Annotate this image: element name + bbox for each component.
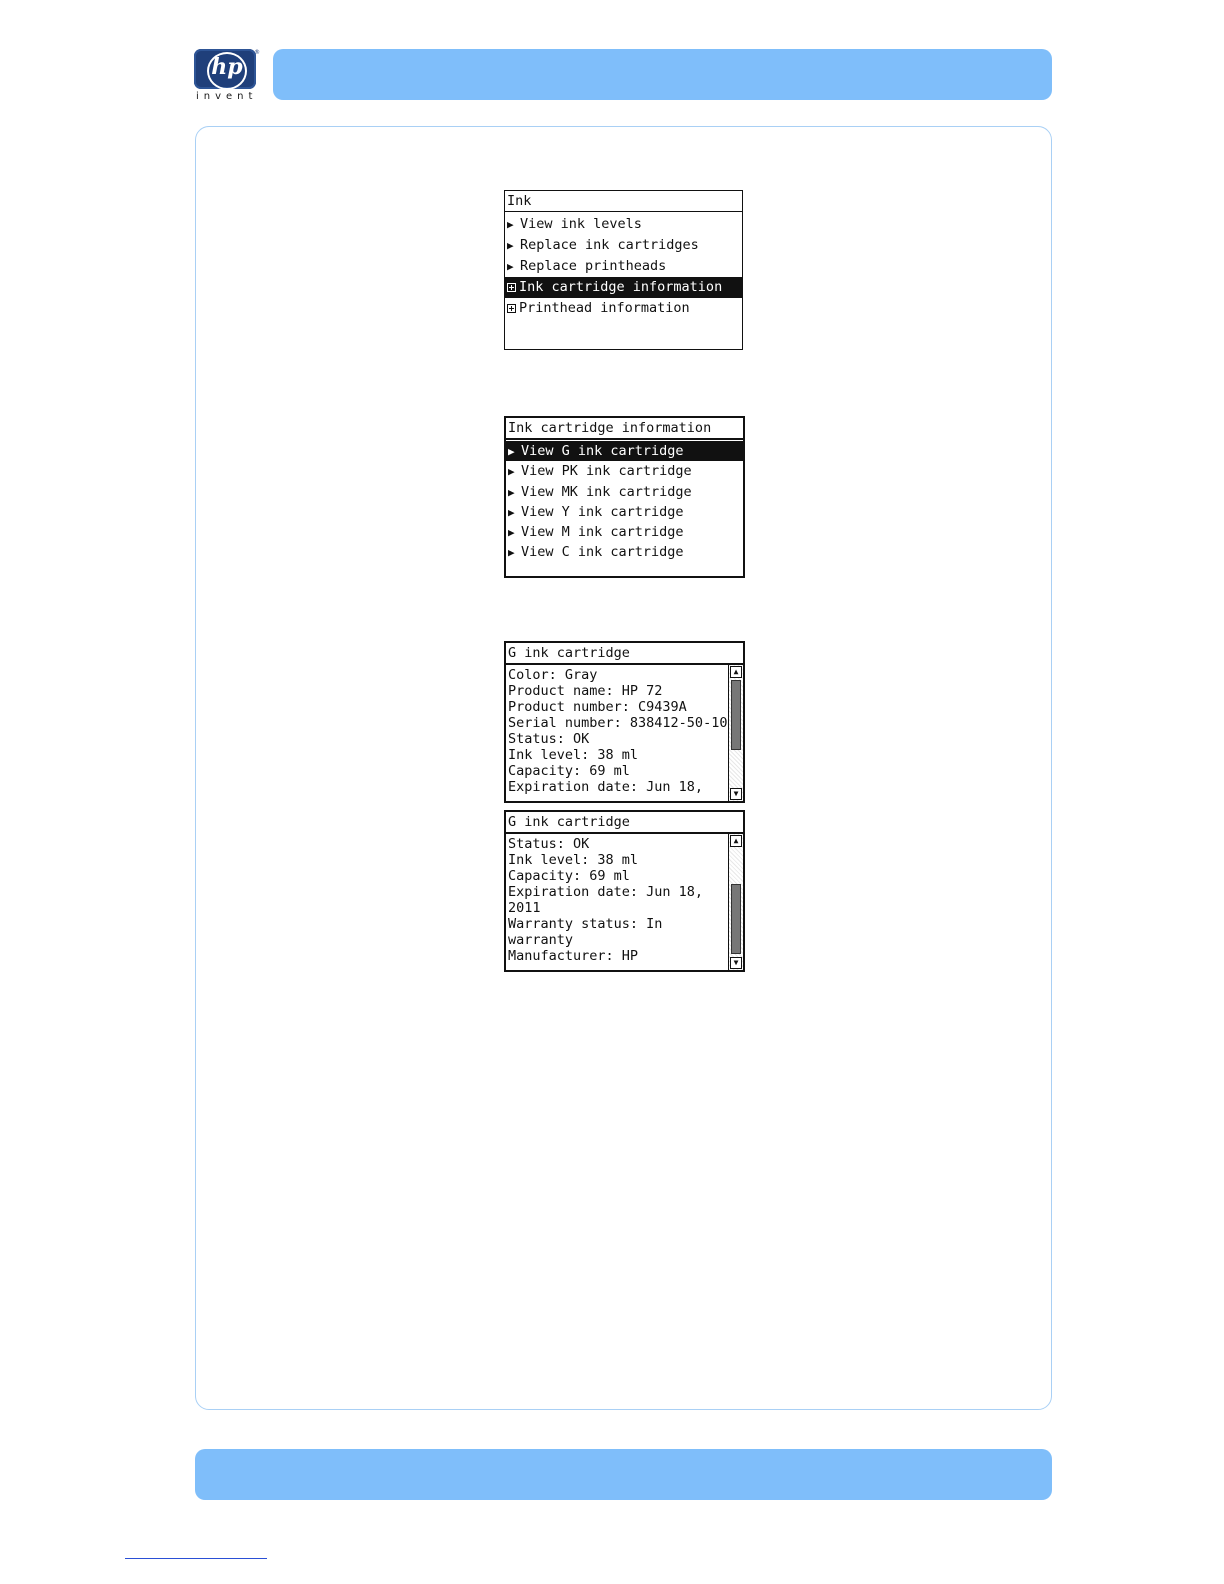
- scroll-up-arrow-icon[interactable]: ▲: [730, 835, 742, 847]
- menu-item-view-pk-cartridge[interactable]: ▶ View PK ink cartridge: [506, 461, 743, 481]
- scroll-up-arrow-icon[interactable]: ▲: [730, 666, 742, 678]
- arrow-right-icon: ▶: [507, 239, 514, 252]
- scrollbar-thumb[interactable]: [731, 884, 741, 954]
- arrow-right-icon: ▶: [508, 485, 515, 499]
- footer-link-underline[interactable]: [125, 1558, 267, 1559]
- menu-item-ink-cartridge-information[interactable]: Ink cartridge information: [505, 277, 742, 298]
- scrollbar[interactable]: [728, 834, 743, 970]
- lcd-panel-g-cartridge-top: [504, 641, 745, 803]
- menu-item-replace-printheads[interactable]: ▶ Replace printheads: [505, 256, 742, 277]
- panel-title: G ink cartridge: [506, 643, 743, 665]
- detail-line: Expiration date: Jun 18,: [508, 779, 704, 795]
- detail-line: Serial number: 838412-50-10: [508, 715, 727, 731]
- detail-line: Warranty status: In: [508, 916, 663, 932]
- scroll-down-arrow-icon[interactable]: ▼: [730, 957, 742, 969]
- hp-logo: hp ® invent: [196, 49, 260, 102]
- detail-line: warranty: [508, 932, 574, 948]
- detail-line: 2011: [508, 900, 541, 916]
- detail-line: Status: OK: [508, 836, 590, 852]
- menu-item-view-ink-levels[interactable]: ▶ View ink levels: [505, 214, 742, 235]
- detail-line: Ink level: 38 ml: [508, 852, 639, 868]
- panel-title: G ink cartridge: [506, 812, 743, 834]
- lcd-panel-ink-menu: [504, 190, 743, 350]
- detail-line: Manufacturer: HP: [508, 948, 639, 964]
- detail-list: [506, 834, 743, 970]
- arrow-right-icon: ▶: [508, 505, 515, 519]
- scroll-down-arrow-icon[interactable]: ▼: [730, 788, 742, 800]
- menu-item-view-y-cartridge[interactable]: ▶ View Y ink cartridge: [506, 502, 743, 522]
- detail-line: Product number: C9439A: [508, 699, 687, 715]
- scrollbar[interactable]: [728, 665, 743, 801]
- arrow-right-icon: ▶: [507, 260, 514, 273]
- panel-title: Ink: [505, 191, 742, 212]
- scrollbar-thumb[interactable]: [731, 680, 741, 750]
- menu-item-view-g-cartridge[interactable]: ▶ View G ink cartridge: [506, 441, 743, 461]
- arrow-right-icon: ▶: [507, 218, 514, 231]
- lcd-panel-cartridge-info: [504, 416, 745, 578]
- menu-item-replace-ink-cartridges[interactable]: ▶ Replace ink cartridges: [505, 235, 742, 256]
- panel-title: Ink cartridge information: [506, 418, 743, 440]
- detail-line: Capacity: 69 ml: [508, 868, 630, 884]
- detail-line: Product name: HP 72: [508, 683, 663, 699]
- hp-logo-badge: [194, 49, 256, 89]
- plus-box-icon: [507, 304, 516, 313]
- detail-line: Capacity: 69 ml: [508, 763, 630, 779]
- detail-line: Expiration date: Jun 18,: [508, 884, 704, 900]
- arrow-right-icon: ▶: [508, 465, 515, 479]
- menu-item-view-m-cartridge[interactable]: ▶ View M ink cartridge: [506, 522, 743, 542]
- menu-item-printhead-information[interactable]: Printhead information: [505, 298, 742, 319]
- footer-bar: [195, 1449, 1052, 1500]
- lcd-panel-g-cartridge-bottom: [504, 810, 745, 972]
- arrow-right-icon: ▶: [508, 445, 515, 458]
- plus-box-icon: [507, 283, 516, 292]
- header-bar: [273, 49, 1052, 100]
- menu-item-view-c-cartridge[interactable]: ▶ View C ink cartridge: [506, 542, 743, 562]
- hp-logo-tagline: invent: [196, 91, 258, 102]
- hp-logo-mark: hp: [211, 54, 243, 80]
- arrow-right-icon: ▶: [508, 526, 515, 540]
- detail-line: Color: Gray: [508, 667, 598, 683]
- arrow-right-icon: ▶: [508, 546, 515, 560]
- detail-line: Ink level: 38 ml: [508, 747, 639, 763]
- menu-item-view-mk-cartridge[interactable]: ▶ View MK ink cartridge: [506, 482, 743, 502]
- detail-list: [506, 665, 743, 801]
- detail-line: Status: OK: [508, 731, 590, 747]
